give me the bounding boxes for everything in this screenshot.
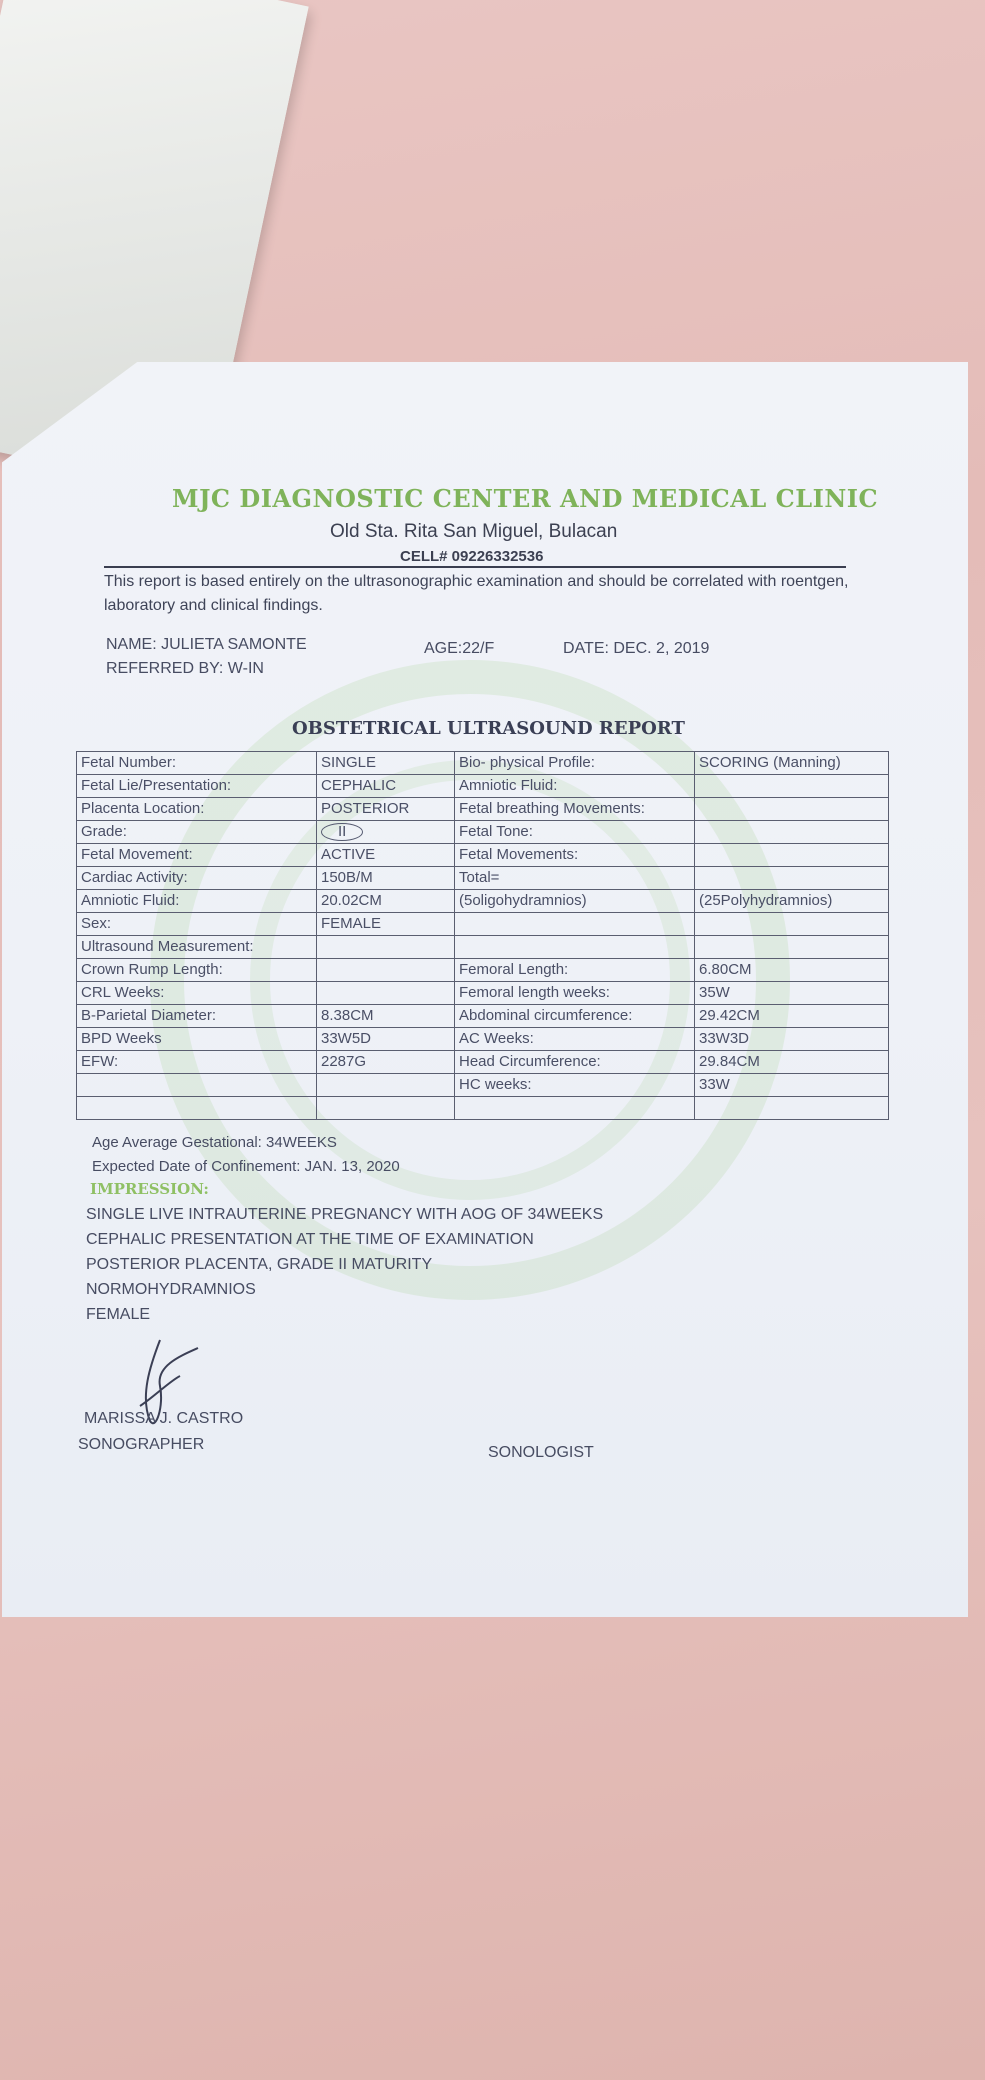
cell-text: FEMALE [321,915,382,932]
table-cell [77,1074,317,1097]
cell-text: Total= [459,869,500,886]
table-cell [77,867,317,890]
header-divider [104,566,846,568]
table-cell [317,1051,455,1074]
table-cell [455,890,695,913]
cell-text: 33W [699,1076,730,1093]
table-row [77,1074,889,1097]
table-row [77,982,889,1005]
cell-text: Fetal Lie/Presentation: [81,777,232,794]
table-cell [77,890,317,913]
table-cell [695,798,889,821]
patient-name: NAME: JULIETA SAMONTE [106,636,307,653]
table-cell [455,959,695,982]
table-cell [455,1005,695,1028]
table-cell [77,775,317,798]
cell-text: Amniotic Fluid: [81,892,180,909]
table-cell [455,1028,695,1051]
cell-text: 6.80CM [699,961,752,978]
cell-text: HC weeks: [459,1076,532,1093]
referred-by: REFERRED BY: W-IN [106,660,264,677]
table-row [77,1028,889,1051]
table-cell [455,1074,695,1097]
cell-text: AC Weeks: [459,1030,534,1047]
table-row [77,1005,889,1028]
table-row [77,821,889,844]
table-cell [455,913,695,936]
table-cell [317,1028,455,1051]
table-cell [317,1097,455,1120]
table-cell [695,936,889,959]
table-cell [317,821,455,844]
cell-text: Femoral Length: [459,961,569,978]
table-cell [77,1051,317,1074]
table-cell [455,1097,695,1120]
impression-heading: IMPRESSION: [90,1180,209,1198]
cell-text: (5oligohydramnios) [459,892,587,909]
table-row [77,936,889,959]
table-cell [455,821,695,844]
cell-text: Amniotic Fluid: [459,777,558,794]
cell-text: CRL Weeks: [81,984,165,1001]
cell-text: 33W3D [699,1030,750,1047]
cell-text: 33W5D [321,1030,372,1047]
table-cell [455,867,695,890]
cell-text: Fetal Movement: [81,846,193,863]
table-cell [317,913,455,936]
report-title: OBSTETRICAL ULTRASOUND REPORT [292,718,685,739]
cell-text: 20.02CM [321,892,382,909]
clinic-name: MJC DIAGNOSTIC CENTER AND MEDICAL CLINIC [172,484,879,513]
cell-text: POSTERIOR [321,800,410,817]
table-cell [77,1028,317,1051]
impression-line: NORMOHYDRAMNIOS [86,1281,256,1298]
cell-text: Fetal Movements: [459,846,579,863]
table-cell [695,913,889,936]
cell-text: Cardiac Activity: [81,869,188,886]
cell-text: (25Polyhydramnios) [699,892,833,909]
table-cell [77,936,317,959]
cell-text: CEPHALIC [321,777,397,794]
clinic-cell: CELL# 09226332536 [400,548,544,565]
expected-date-confinement: Expected Date of Confinement: JAN. 13, 2020 [92,1158,400,1175]
table-cell [695,982,889,1005]
table-cell [695,752,889,775]
table-cell [317,982,455,1005]
table-cell [317,1074,455,1097]
table-cell [317,1005,455,1028]
table-cell [77,1097,317,1120]
table-cell [77,913,317,936]
table-cell [695,775,889,798]
table-cell [317,890,455,913]
cell-text: Bio- physical Profile: [459,754,595,771]
cell-text: 35W [699,984,730,1001]
table-cell [455,752,695,775]
table-row [77,959,889,982]
table-cell [695,1074,889,1097]
table-cell [77,959,317,982]
table-row [77,890,889,913]
table-row [77,867,889,890]
cell-text: Fetal Tone: [459,823,533,840]
cell-text: 2287G [321,1053,367,1070]
table-row [77,798,889,821]
table-cell [695,890,889,913]
table-cell [695,821,889,844]
table-cell [695,1051,889,1074]
table-row [77,1051,889,1074]
cell-text: EFW: [81,1053,119,1070]
cell-text: SCORING (Manning) [699,754,841,771]
patient-age: AGE:22/F [424,640,495,657]
table-cell [317,867,455,890]
table-row [77,775,889,798]
table-row [77,844,889,867]
report-date: DATE: DEC. 2, 2019 [563,640,710,657]
table-cell [695,1028,889,1051]
table-row [77,752,889,775]
impression-line: FEMALE [86,1306,151,1323]
table-cell [455,982,695,1005]
table-cell [77,1005,317,1028]
table-cell [455,775,695,798]
sonographer-title: SONOGRAPHER [78,1436,205,1453]
impression-line: SINGLE LIVE INTRAUTERINE PREGNANCY WITH AOG OF 34WEEKS [86,1206,604,1223]
cell-text: Fetal breathing Movements: [459,800,645,817]
sonologist-title: SONOLOGIST [488,1444,594,1461]
cell-text: 29.84CM [699,1053,760,1070]
table-cell [695,1097,889,1120]
table-cell [77,752,317,775]
table-cell [695,959,889,982]
table-cell [77,798,317,821]
table-cell [455,798,695,821]
cell-text: BPD Weeks [81,1030,162,1047]
table-cell [695,867,889,890]
cell-text: Femoral length weeks: [459,984,610,1001]
cell-text: Grade: [81,823,127,840]
table-cell [695,1005,889,1028]
impression-line: CEPHALIC PRESENTATION AT THE TIME OF EXAMINATION [86,1231,534,1248]
disclaimer-text: This report is based entirely on the ultrasonographic examination and should be correlated with roentgen, laboratory and clinical findings. [104,573,849,614]
sonographer-name: MARISSA J. CASTRO [84,1410,244,1427]
table-cell [77,982,317,1005]
table-row [77,1097,889,1120]
table-cell [455,1051,695,1074]
cell-text: Fetal Number: [81,754,177,771]
table-cell [317,844,455,867]
cell-text: Crown Rump Length: [81,961,223,978]
cell-text: ACTIVE [321,846,376,863]
cell-text: SINGLE [321,754,377,771]
cell-text: B-Parietal Diameter: [81,1007,217,1024]
cell-text: Ultrasound Measurement: [81,938,254,955]
table-row [77,913,889,936]
age-average-gestational: Age Average Gestational: 34WEEKS [92,1134,337,1151]
table-cell [455,844,695,867]
clinic-address: Old Sta. Rita San Miguel, Bulacan [330,521,618,542]
cell-text: Head Circumference: [459,1053,601,1070]
table-cell [317,775,455,798]
cell-text: 150B/M [321,869,373,886]
table-cell [77,844,317,867]
cell-text: II [321,823,363,841]
cell-text: Sex: [81,915,112,932]
cell-text: 29.42CM [699,1007,760,1024]
table-cell [455,936,695,959]
table-cell [317,798,455,821]
table-cell [695,844,889,867]
table-cell [317,959,455,982]
cell-text: Placenta Location: [81,800,205,817]
cell-text: Abdominal circumference: [459,1007,633,1024]
table-cell [317,752,455,775]
table-cell [317,936,455,959]
cell-text: 8.38CM [321,1007,374,1024]
ultrasound-table [76,751,889,1120]
impression-line: POSTERIOR PLACENTA, GRADE II MATURITY [86,1256,433,1273]
table-cell [77,821,317,844]
